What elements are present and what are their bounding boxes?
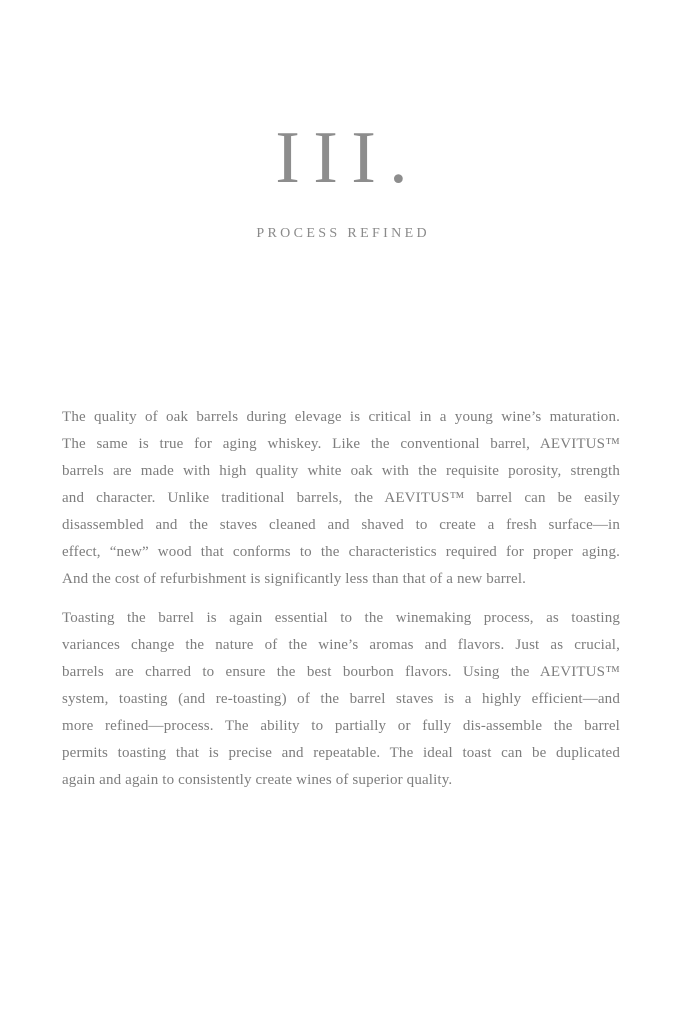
- text-line: The quality of oak barrels during elevage is critical in a young wine’s maturation.: [62, 409, 620, 425]
- chapter-subtitle: PROCESS REFINED: [256, 226, 431, 241]
- chapter-numeral: III.: [275, 117, 422, 199]
- text-line: permits toasting that is precise and repeatable. The ideal toast can be duplicated: [62, 745, 620, 761]
- text-line: barrels are charred to ensure the best bourbon flavors. Using the AEVITUS™: [62, 664, 620, 680]
- text-line: and character. Unlike traditional barrels, the AEVITUS™ barrel can be easily: [62, 490, 620, 506]
- chapter-header: [0, 117, 683, 242]
- text-line: system, toasting (and re-toasting) of the barrel staves is a highly efficient—and: [62, 691, 620, 707]
- body-copy: [62, 404, 620, 794]
- text-line: again and again to consistently create wines of superior quality.: [62, 772, 453, 788]
- text-line: effect, “new” wood that conforms to the characteristics required for proper aging.: [62, 544, 620, 560]
- text-line: And the cost of refurbishment is significantly less than that of a new barrel.: [62, 571, 527, 587]
- text-line: more refined—process. The ability to partially or fully dis-assemble the barrel: [62, 718, 620, 734]
- text-line: barrels are made with high quality white oak with the requisite porosity, strength: [62, 463, 620, 479]
- text-line: Toasting the barrel is again essential to the winemaking process, as toasting: [62, 610, 620, 626]
- text-line: disassembled and the staves cleaned and shaved to create a fresh surface—in: [62, 517, 620, 533]
- text-line: variances change the nature of the wine’s aromas and flavors. Just as crucial,: [62, 637, 620, 653]
- paragraph-toasting: [62, 605, 620, 794]
- paragraph-barrel-quality: [62, 404, 620, 593]
- text-line: The same is true for aging whiskey. Like the conventional barrel, AEVITUS™: [62, 436, 620, 452]
